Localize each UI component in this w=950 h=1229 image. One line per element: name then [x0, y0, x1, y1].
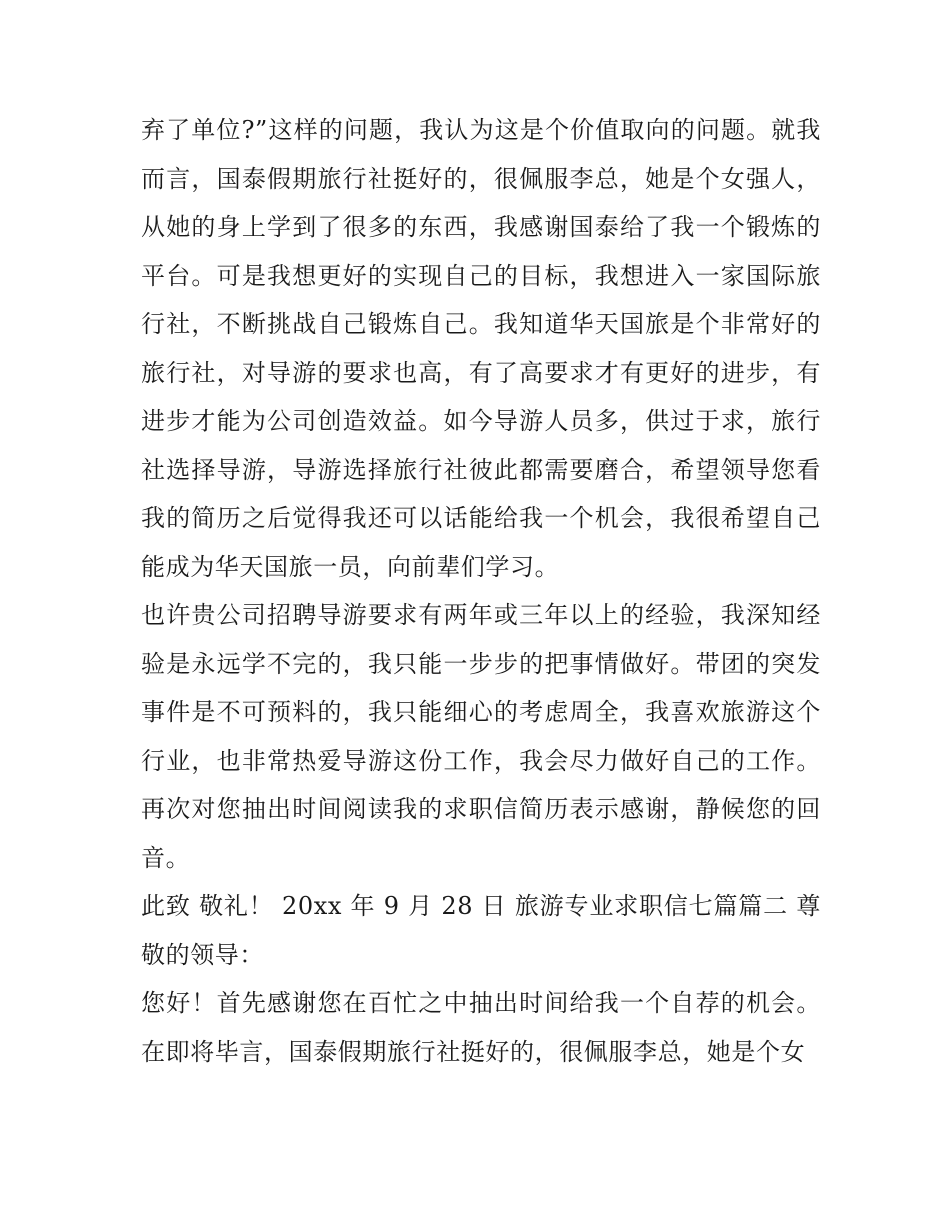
paragraph-4: 您好！首先感谢您在百忙之中抽出时间给我一个自荐的机会。在即将毕言，国泰假期旅行社挺好的，很佩服李总，她是个女 [141, 989, 821, 1066]
paragraph-3: 此致 敬礼！ 20xx 年 9 月 28 日 旅游专业求职信七篇篇二 尊敬的领导： [141, 892, 821, 969]
paragraph-1: 弃了单位?”这样的问题，我认为这是个价值取向的问题。就我而言，国泰假期旅行社挺好的，很佩服李总，她是个女强人，从她的身上学到了很多的东西，我感谢国泰给了我一个锻炼的平台。可是我想更好的实现自己的目标，我想进入一家国际旅行社，不断挑战自己锻炼自己。我知道华天国旅是个非常好的旅行社，对导游的要求也高，有了高要求才有更好的进步，有进步才能为公司创造效益。如今导游人员多，供过于求，旅行社选择导游，导游选择旅行社彼此都需要磨合，希望领导您看我的简历之后觉得我还可以话能给我一个机会，我很希望自己能成为华天国旅一员，向前辈们学习。 [141, 116, 821, 581]
document-body [141, 106, 821, 1076]
paragraph-2: 也许贵公司招聘导游要求有两年或三年以上的经验，我深知经验是永远学不完的，我只能一步步的把事情做好。带团的突发事件是不可预料的，我只能细心的考虑周全，我喜欢旅游这个行业，也非常热爱导游这份工作，我会尽力做好自己的工作。再次对您抽出时间阅读我的求职信简历表示感谢，静候您的回音。 [141, 601, 821, 872]
